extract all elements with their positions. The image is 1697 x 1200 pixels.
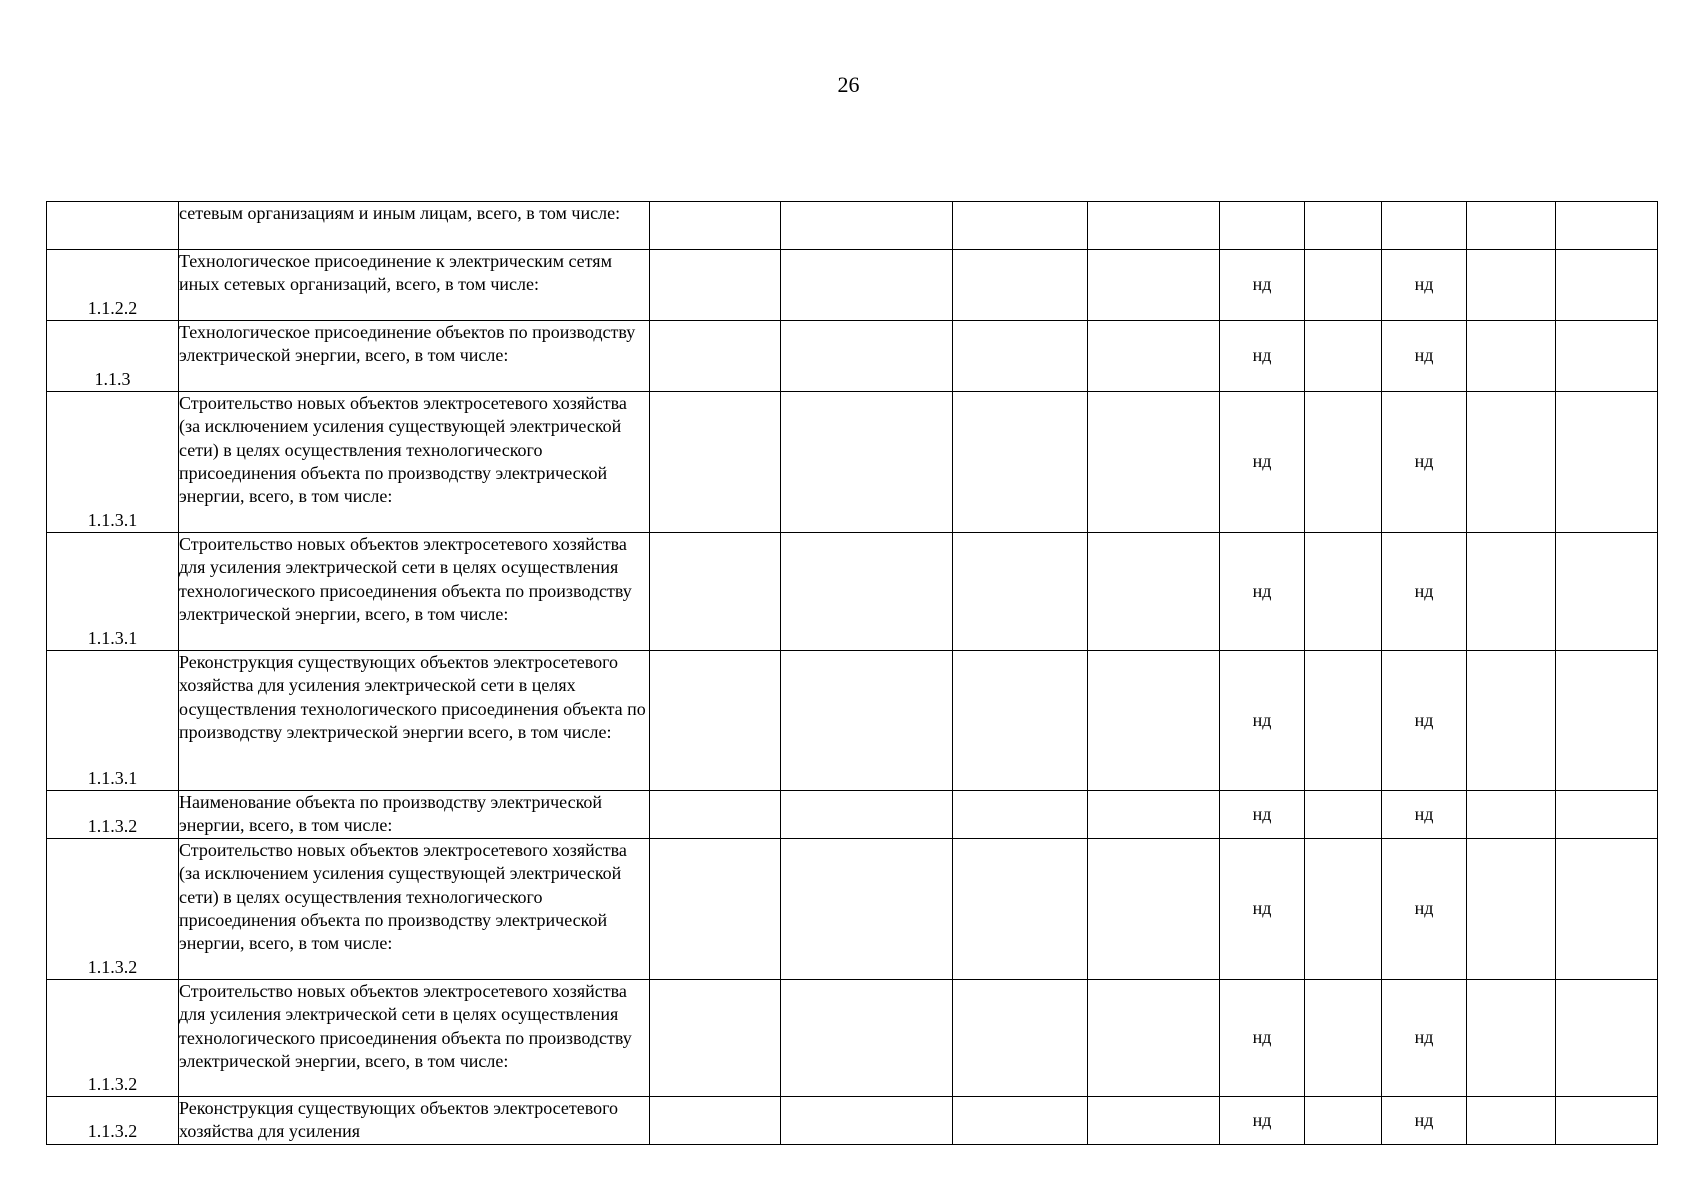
empty-cell	[1088, 202, 1220, 250]
row-code: 1.1.3.2	[47, 1097, 179, 1145]
table-row	[47, 1097, 1658, 1145]
empty-cell	[953, 839, 1088, 980]
table-row	[47, 791, 1658, 839]
empty-cell	[650, 839, 781, 980]
table-row	[47, 839, 1658, 980]
empty-cell	[1088, 980, 1220, 1097]
row-code: 1.1.3.2	[47, 839, 179, 980]
nd-cell: нд	[1382, 392, 1467, 533]
empty-cell	[1467, 392, 1556, 533]
table-row	[47, 392, 1658, 533]
empty-cell	[953, 202, 1088, 250]
empty-cell	[1305, 250, 1382, 321]
table-row	[47, 202, 1658, 250]
empty-cell	[650, 1097, 781, 1145]
data-table	[46, 201, 1658, 1145]
empty-cell	[1305, 651, 1382, 791]
nd-cell: нд	[1220, 392, 1305, 533]
empty-cell	[781, 250, 953, 321]
empty-cell	[781, 651, 953, 791]
empty-cell	[953, 980, 1088, 1097]
empty-cell	[1088, 1097, 1220, 1145]
empty-cell	[953, 392, 1088, 533]
empty-cell	[1556, 533, 1658, 651]
nd-cell: нд	[1220, 1097, 1305, 1145]
empty-cell	[1305, 533, 1382, 651]
nd-cell: нд	[1220, 651, 1305, 791]
row-code: 1.1.3.1	[47, 651, 179, 791]
row-name: Наименование объекта по производству электрической энергии, всего, в том числе:	[179, 791, 650, 839]
empty-cell	[1467, 321, 1556, 392]
empty-cell	[781, 980, 953, 1097]
empty-cell	[1467, 250, 1556, 321]
row-name: Строительство новых объектов электросетевого хозяйства для усиления электрической сети в целях осуществления технологического присоединения объекта по производству электрической энергии, всего, в том числе:	[179, 533, 650, 651]
empty-cell	[781, 321, 953, 392]
nd-cell: нд	[1382, 651, 1467, 791]
row-code: 1.1.3.2	[47, 791, 179, 839]
row-code: 1.1.2.2	[47, 250, 179, 321]
row-name: Технологическое присоединение объектов по производству электрической энергии, всего, в том числе:	[179, 321, 650, 392]
nd-cell: нд	[1382, 791, 1467, 839]
empty-cell	[650, 321, 781, 392]
row-name: Реконструкция существующих объектов электросетевого хозяйства для усиления	[179, 1097, 650, 1145]
nd-cell: нд	[1220, 533, 1305, 651]
empty-cell	[1467, 839, 1556, 980]
empty-cell	[1305, 321, 1382, 392]
row-name: сетевым организациям и иным лицам, всего, в том числе:	[179, 202, 650, 250]
row-name: Технологическое присоединение к электрическим сетям иных сетевых организаций, всего, в том числе:	[179, 250, 650, 321]
row-name: Строительство новых объектов электросетевого хозяйства (за исключением усиления существующей электрической сети) в целях осуществления технологического присоединения объекта по производству электрической энергии, всего, в том числе:	[179, 839, 650, 980]
nd-cell	[1382, 202, 1467, 250]
nd-cell: нд	[1382, 250, 1467, 321]
nd-cell: нд	[1382, 980, 1467, 1097]
empty-cell	[1305, 1097, 1382, 1145]
nd-cell: нд	[1220, 321, 1305, 392]
row-name: Строительство новых объектов электросетевого хозяйства для усиления электрической сети в целях осуществления технологического присоединения объекта по производству электрической энергии, всего, в том числе:	[179, 980, 650, 1097]
empty-cell	[1467, 980, 1556, 1097]
empty-cell	[781, 202, 953, 250]
empty-cell	[650, 651, 781, 791]
row-name: Строительство новых объектов электросетевого хозяйства (за исключением усиления существующей электрической сети) в целях осуществления технологического присоединения объекта по производству электрической энергии, всего, в том числе:	[179, 392, 650, 533]
table-row	[47, 250, 1658, 321]
row-code	[47, 202, 179, 250]
nd-cell: нд	[1382, 321, 1467, 392]
empty-cell	[781, 839, 953, 980]
empty-cell	[1556, 839, 1658, 980]
row-name: Реконструкция существующих объектов электросетевого хозяйства для усиления электрической сети в целях осуществления технологического присоединения объекта по производству электрической энергии всего, в том числе:	[179, 651, 650, 791]
nd-cell: нд	[1382, 839, 1467, 980]
row-code: 1.1.3.1	[47, 392, 179, 533]
table-row	[47, 533, 1658, 651]
table-row	[47, 651, 1658, 791]
empty-cell	[1088, 321, 1220, 392]
empty-cell	[781, 791, 953, 839]
empty-cell	[1556, 791, 1658, 839]
empty-cell	[1556, 250, 1658, 321]
empty-cell	[1467, 533, 1556, 651]
page-number: 26	[837, 72, 860, 97]
empty-cell	[1467, 651, 1556, 791]
empty-cell	[953, 1097, 1088, 1145]
empty-cell	[650, 791, 781, 839]
empty-cell	[1556, 202, 1658, 250]
empty-cell	[1556, 1097, 1658, 1145]
empty-cell	[650, 533, 781, 651]
empty-cell	[1088, 250, 1220, 321]
nd-cell: нд	[1382, 1097, 1467, 1145]
empty-cell	[1305, 839, 1382, 980]
empty-cell	[1088, 791, 1220, 839]
empty-cell	[1088, 533, 1220, 651]
empty-cell	[1556, 980, 1658, 1097]
row-code: 1.1.3.2	[47, 980, 179, 1097]
empty-cell	[1556, 651, 1658, 791]
table-row	[47, 980, 1658, 1097]
empty-cell	[781, 533, 953, 651]
empty-cell	[1467, 1097, 1556, 1145]
empty-cell	[1088, 392, 1220, 533]
nd-cell	[1220, 202, 1305, 250]
empty-cell	[650, 250, 781, 321]
empty-cell	[953, 533, 1088, 651]
empty-cell	[1088, 839, 1220, 980]
empty-cell	[650, 980, 781, 1097]
nd-cell: нд	[1382, 533, 1467, 651]
empty-cell	[953, 791, 1088, 839]
empty-cell	[953, 651, 1088, 791]
empty-cell	[953, 250, 1088, 321]
empty-cell	[953, 321, 1088, 392]
empty-cell	[1305, 392, 1382, 533]
nd-cell: нд	[1220, 980, 1305, 1097]
empty-cell	[1305, 202, 1382, 250]
row-code: 1.1.3	[47, 321, 179, 392]
empty-cell	[1305, 791, 1382, 839]
empty-cell	[1467, 791, 1556, 839]
nd-cell: нд	[1220, 250, 1305, 321]
table-row	[47, 321, 1658, 392]
empty-cell	[1088, 651, 1220, 791]
empty-cell	[1305, 980, 1382, 1097]
empty-cell	[650, 202, 781, 250]
empty-cell	[650, 392, 781, 533]
empty-cell	[781, 1097, 953, 1145]
nd-cell: нд	[1220, 839, 1305, 980]
empty-cell	[781, 392, 953, 533]
empty-cell	[1556, 321, 1658, 392]
nd-cell: нд	[1220, 791, 1305, 839]
empty-cell	[1467, 202, 1556, 250]
row-code: 1.1.3.1	[47, 533, 179, 651]
empty-cell	[1556, 392, 1658, 533]
